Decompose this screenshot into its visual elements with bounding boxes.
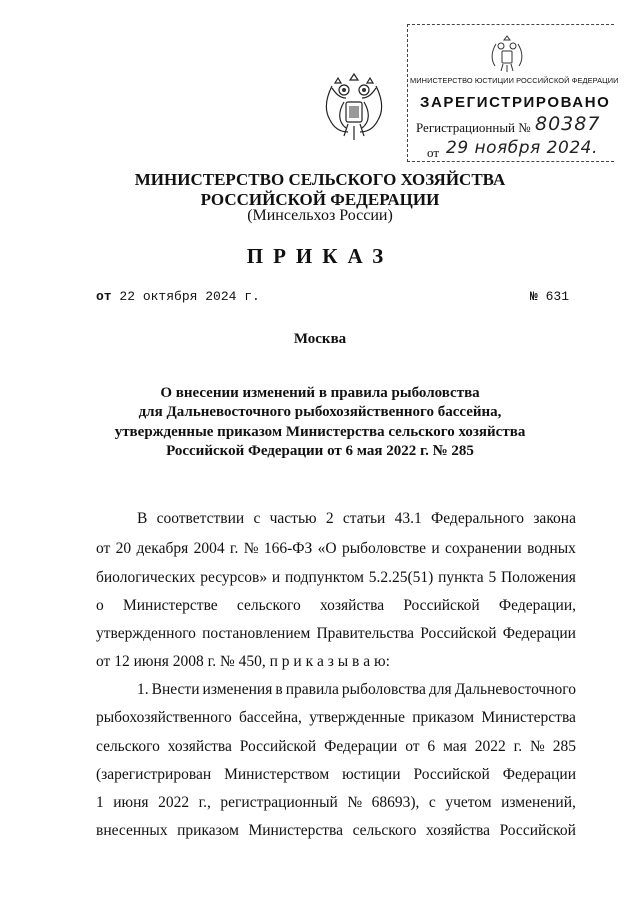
word: 2	[325, 510, 334, 527]
word: водных	[527, 540, 576, 557]
coat-of-arms-emblem	[318, 68, 390, 146]
stamp-ministry-label: МИНИСТЕРСТВО ЮСТИЦИИ РОССИЙСКОЙ ФЕДЕРАЦИИ	[410, 76, 619, 85]
city-name: Москва	[293, 331, 347, 347]
word: №	[243, 540, 259, 557]
body-text-line	[137, 681, 576, 699]
word: Российской	[420, 625, 497, 642]
word: с	[253, 510, 261, 527]
word: регистрационный	[220, 794, 338, 811]
stamp-date-label: от	[427, 145, 440, 160]
word: закона	[533, 510, 576, 527]
word: Министерства	[248, 822, 344, 839]
word: подпунктом	[284, 569, 364, 586]
word: утвержденные	[309, 709, 405, 726]
word: декабря	[136, 540, 189, 557]
word: Российской	[499, 822, 576, 839]
document-type-heading: ПРИКАЗ	[246, 244, 394, 268]
word: и	[431, 540, 440, 557]
word: рыбохозяйственного	[96, 709, 232, 726]
word: постановлением	[202, 625, 311, 642]
word: от	[96, 540, 111, 557]
word: правила	[285, 681, 339, 698]
word: Министерства	[481, 709, 576, 726]
word: 6	[427, 738, 436, 755]
word: Внести	[151, 681, 200, 698]
body-text-line	[96, 540, 576, 558]
word: статьи	[342, 510, 386, 527]
word: ресурсов»	[200, 569, 268, 586]
word: г.	[513, 738, 523, 755]
word: Дальневосточного	[454, 681, 576, 698]
word: сельского	[352, 822, 417, 839]
order-number	[530, 289, 569, 304]
word: внесенных	[96, 822, 168, 839]
word: Министерством	[224, 766, 330, 783]
word: в	[275, 681, 283, 698]
word: биологических	[96, 569, 196, 586]
stamp-date-handwritten: 29 ноября 2024.	[446, 138, 598, 158]
word: г.	[229, 540, 239, 557]
word: приказом	[412, 709, 475, 726]
order-date-prefix: от	[96, 289, 112, 304]
word: 20	[115, 540, 132, 557]
word: г.,	[198, 794, 211, 811]
word: №	[347, 794, 363, 811]
word: «О	[317, 540, 337, 557]
body-text-line	[96, 709, 576, 727]
word: Российской	[413, 766, 490, 783]
word: мая	[443, 738, 467, 755]
word: для	[428, 681, 452, 698]
word: рыболовстве	[341, 540, 427, 557]
stamp-registered-label: ЗАРЕГИСТРИРОВАНО	[420, 94, 611, 111]
document-title-line: утвержденные приказом Министерства сельского хозяйства	[114, 424, 526, 440]
word: 68693),	[371, 794, 420, 811]
word: о	[96, 597, 104, 614]
word: приказом	[177, 822, 239, 839]
body-text-line	[96, 597, 576, 615]
word: изменений,	[501, 794, 576, 811]
word: 2022	[158, 794, 190, 811]
word: соответствии	[156, 510, 245, 527]
body-text-line	[96, 794, 576, 812]
word: с	[428, 794, 436, 811]
word: Министерстве	[122, 597, 218, 614]
word: изменения	[202, 681, 273, 698]
stamp-emblem-icon	[486, 32, 528, 74]
order-date-value: 22 октября 2024 г.	[119, 289, 260, 304]
word: Федерального	[431, 510, 525, 527]
word: сельского	[96, 738, 160, 755]
document-title-line: О внесении изменений в правила рыболовства	[160, 385, 480, 401]
word: 5.2.25(51)	[368, 569, 434, 586]
word: 2004	[193, 540, 225, 557]
word: Федерации	[502, 625, 576, 642]
word: 2022	[474, 738, 506, 755]
body-text-line	[96, 625, 576, 643]
word: хозяйства	[167, 738, 232, 755]
word: 1.	[137, 681, 149, 698]
word: пункта	[438, 569, 484, 586]
word: учетом	[445, 794, 492, 811]
word: Федерации	[324, 738, 398, 755]
word: хозяйства	[425, 822, 491, 839]
ministry-name-line1: МИНИСТЕРСТВО СЕЛЬСКОГО ХОЗЯЙСТВА	[134, 170, 506, 189]
body-text-line	[137, 510, 576, 528]
order-date	[96, 289, 260, 304]
ministry-short-name: (Минсельхоз России)	[247, 207, 393, 224]
word: 43.1	[394, 510, 422, 527]
word: (зарегистрирован	[96, 766, 212, 783]
word: №	[530, 738, 545, 755]
word: Правительства	[316, 625, 415, 642]
body-text-line	[96, 738, 576, 756]
document-title-line: для Дальневосточного рыбохозяйственного бассейна,	[138, 404, 502, 420]
body-text-line	[96, 822, 576, 840]
word: Положения	[500, 569, 576, 586]
word: частью	[269, 510, 317, 527]
body-text-line	[96, 766, 576, 784]
ministry-name-line2: РОССИЙСКОЙ ФЕДЕРАЦИИ	[200, 190, 440, 209]
word: 285	[552, 738, 576, 755]
word: юстиции	[342, 766, 401, 783]
word: В	[137, 510, 148, 527]
word: сохранении	[445, 540, 522, 557]
word: 166-ФЗ	[263, 540, 313, 557]
word: 1	[96, 794, 104, 811]
word: Федерации	[502, 766, 576, 783]
body-text-line: от 12 июня 2008 г. № 450, п р и к а з ы в а ю:	[96, 653, 390, 670]
word: Российской	[403, 597, 480, 614]
word: хозяйства	[319, 597, 385, 614]
word: от	[405, 738, 420, 755]
stamp-reg-number-handwritten: 80387	[535, 113, 601, 135]
word: сельского	[236, 597, 301, 614]
word: рыболовства	[341, 681, 426, 698]
body-text-line	[96, 569, 576, 587]
order-number-value: 631	[545, 289, 570, 304]
word: Российской	[239, 738, 317, 755]
word: и	[271, 569, 281, 586]
stamp-reg-number-label: Регистрационный №	[416, 120, 531, 135]
document-title-line: Российской Федерации от 6 мая 2022 г. № 285	[166, 443, 474, 459]
word: 5	[488, 569, 497, 586]
word: утвержденного	[96, 625, 196, 642]
order-number-prefix: №	[530, 289, 538, 304]
word: июня	[113, 794, 149, 811]
word: Федерации,	[498, 597, 576, 614]
word: бассейна,	[238, 709, 302, 726]
